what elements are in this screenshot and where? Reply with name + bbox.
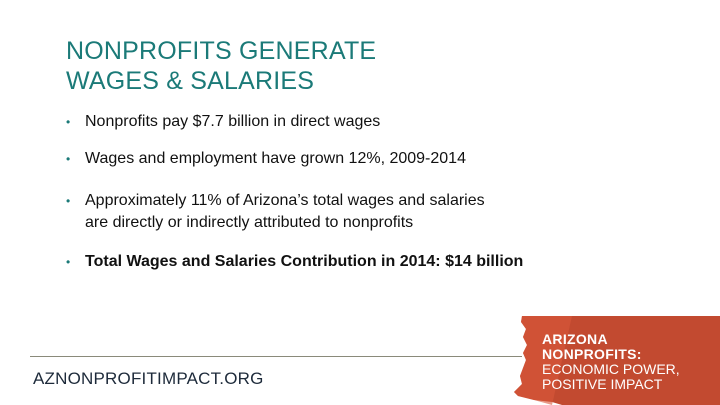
- bullet-text: Wages and employment have grown 12%, 2009-2014: [85, 150, 466, 167]
- logo-text-arizona: ARIZONA: [542, 331, 608, 347]
- logo-text-nonprofits: NONPROFITS:: [542, 346, 642, 362]
- bullet-item: [66, 148, 666, 170]
- footer-divider: [30, 356, 522, 357]
- title-line-2: WAGES & SALARIES: [66, 67, 315, 95]
- bullet-marker: •: [66, 115, 71, 129]
- bullet-item-bold: [66, 251, 666, 273]
- logo-text-positive-impact: POSITIVE IMPACT: [542, 376, 663, 392]
- bullet-text: Total Wages and Salaries Contribution in 2014: $14 billion: [85, 253, 524, 270]
- bullet-marker: •: [66, 152, 71, 166]
- bullet-marker: •: [66, 194, 71, 208]
- bullet-text: Nonprofits pay $7.7 billion in direct wages: [85, 113, 381, 130]
- bullet-marker: •: [66, 255, 71, 269]
- bullet-text: Approximately 11% of Arizona’s total wages and salaries are directly or indirectly attributed to nonprofits: [85, 192, 485, 231]
- logo-text-economic-power: ECONOMIC POWER,: [542, 361, 680, 377]
- website-url[interactable]: AZNONPROFITIMPACT.ORG: [33, 369, 264, 388]
- bullet-item: [66, 190, 666, 234]
- arizona-nonprofits-logo: [512, 316, 720, 405]
- bullet-item: [66, 111, 666, 133]
- title-line-1: NONPROFITS GENERATE: [66, 37, 377, 65]
- slide-title: [66, 36, 376, 96]
